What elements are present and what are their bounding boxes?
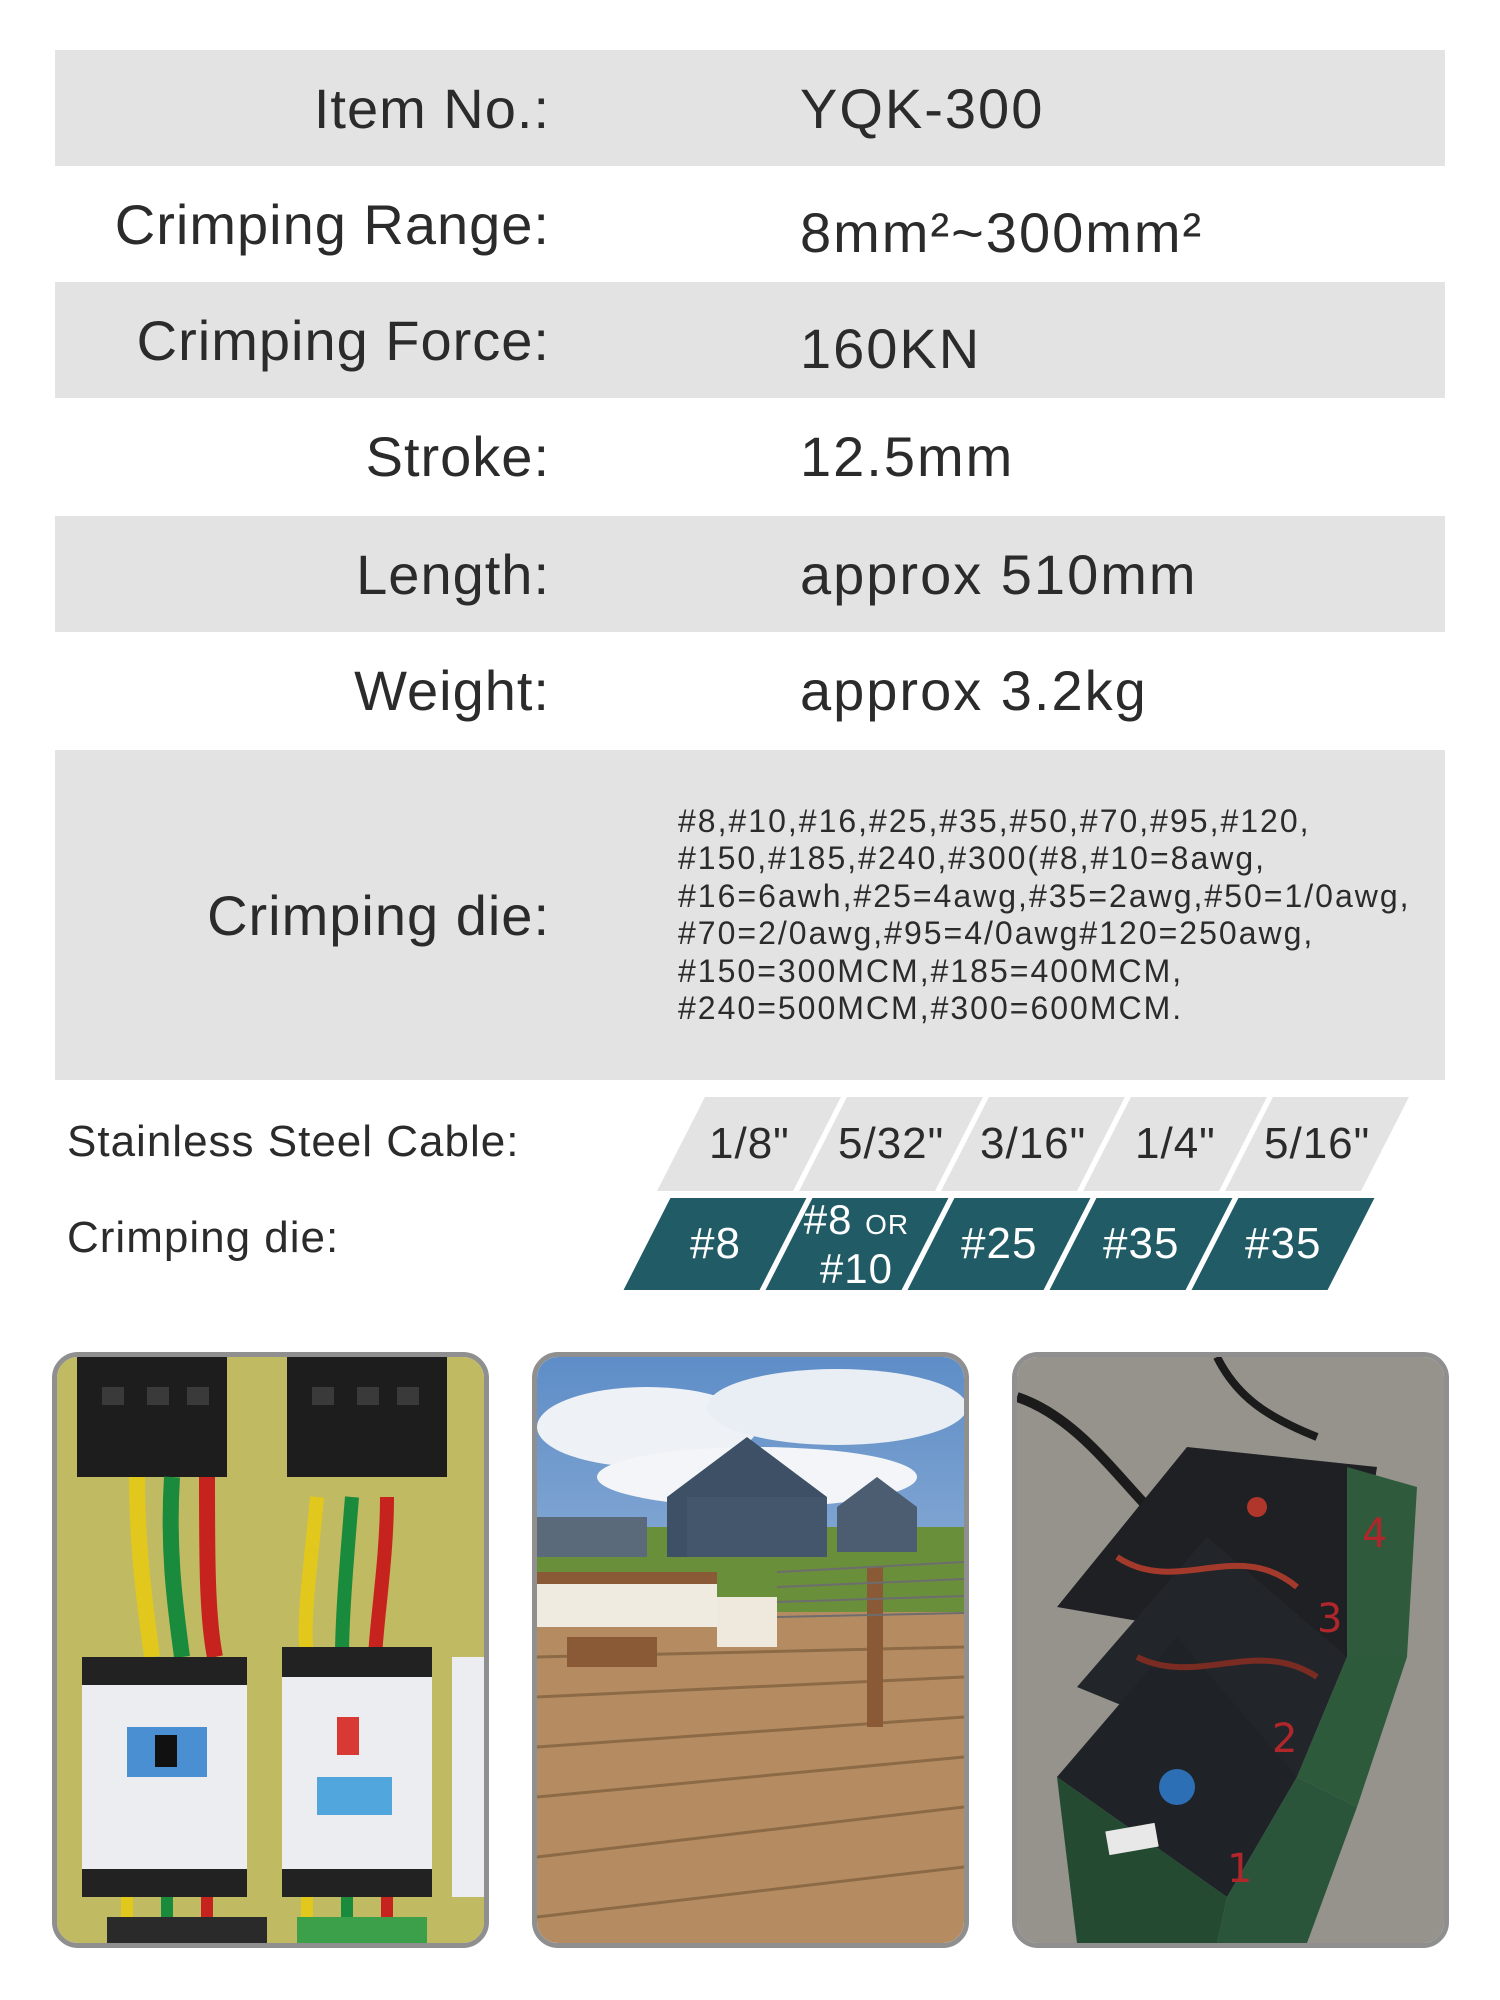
electrical-panel-image bbox=[57, 1357, 484, 1943]
spec-row-item-no bbox=[55, 50, 1445, 166]
crimping-die-label: Crimping die: bbox=[207, 883, 550, 947]
cable-size: 1/4" bbox=[1134, 1119, 1216, 1168]
die-list-line: #70=2/0awg,#95=4/0awg#120=250awg, bbox=[678, 915, 1315, 951]
cable-label: Stainless Steel Cable: bbox=[67, 1117, 520, 1166]
batteries-image bbox=[1017, 1357, 1444, 1943]
die-list-line: #16=6awh,#25=4awg,#35=2awg,#50=1/0awg, bbox=[678, 877, 1411, 914]
spec-label: Length: bbox=[356, 542, 550, 606]
battery-label-1: 1 bbox=[1227, 1846, 1253, 1892]
spec-label: Weight: bbox=[354, 658, 550, 722]
spec-value: 8mm²~300mm² bbox=[800, 200, 1204, 264]
die-list-line: #240=500MCM,#300=600MCM. bbox=[678, 990, 1184, 1026]
spec-value: 160KN bbox=[800, 316, 982, 380]
die-value: #25 bbox=[960, 1219, 1038, 1268]
photo-electrical-panel bbox=[52, 1352, 489, 1948]
crimping-die-list bbox=[678, 750, 1411, 1080]
spec-row-weight bbox=[55, 632, 1445, 748]
die-list-line: #8,#10,#16,#25,#35,#50,#70,#95,#120, bbox=[678, 802, 1311, 839]
spec-value: 12.5mm bbox=[800, 424, 1015, 488]
die-value: #8 bbox=[804, 1195, 854, 1243]
die-list-line: #150,#185,#240,#300(#8,#10=8awg, bbox=[678, 840, 1267, 876]
spec-row-crimping-range bbox=[55, 166, 1445, 282]
die-value: #8 bbox=[689, 1219, 741, 1268]
spec-label: Item No.: bbox=[313, 76, 550, 140]
die-label: Crimping die: bbox=[67, 1213, 340, 1262]
spec-row-crimping-force bbox=[55, 282, 1445, 398]
photo-batteries bbox=[1012, 1352, 1449, 1948]
spec-row-stroke bbox=[55, 398, 1445, 514]
photo-deck bbox=[532, 1352, 969, 1948]
spec-value: approx 510mm bbox=[800, 542, 1198, 606]
spec-value: approx 3.2kg bbox=[800, 658, 1148, 722]
die-or: OR bbox=[865, 1208, 910, 1240]
die-value: #35 bbox=[1244, 1219, 1322, 1268]
die-value: #35 bbox=[1102, 1219, 1180, 1268]
battery-label-3: 3 bbox=[1317, 1596, 1343, 1642]
spec-label: Crimping Range: bbox=[114, 192, 550, 256]
spec-label: Crimping Force: bbox=[136, 308, 550, 372]
cable-size: 5/32" bbox=[837, 1119, 945, 1168]
cable-size: 1/8" bbox=[708, 1119, 790, 1168]
spec-row-length bbox=[55, 516, 1445, 632]
spec-value: YQK-300 bbox=[800, 76, 1045, 140]
spec-label: Stroke: bbox=[365, 424, 550, 488]
die-value-dual bbox=[804, 1195, 910, 1292]
die-value: #10 bbox=[820, 1244, 894, 1292]
cable-size: 5/16" bbox=[1263, 1119, 1371, 1168]
battery-label-2: 2 bbox=[1272, 1716, 1298, 1762]
cable-size: 3/16" bbox=[979, 1119, 1087, 1168]
battery-label-4: 4 bbox=[1362, 1511, 1388, 1557]
crimping-die-row bbox=[55, 750, 1445, 1080]
deck-image bbox=[537, 1357, 964, 1943]
die-list-line: #150=300MCM,#185=400MCM, bbox=[678, 952, 1184, 989]
